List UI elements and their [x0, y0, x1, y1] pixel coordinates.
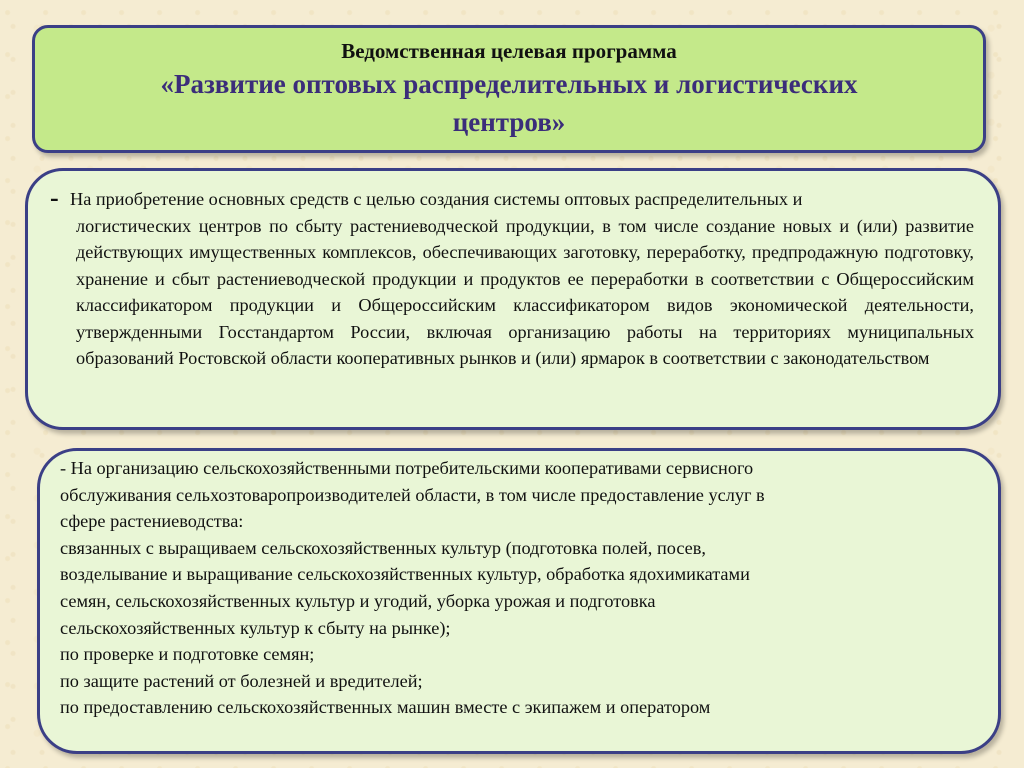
section-cooperative-line: возделывание и выращивание сельскохозяйственных культур, обработка ядохимикатами [60, 564, 750, 585]
section-fixed-assets-first-line: На приобретение основных средств с целью создания системы оптовых распределительных и [70, 189, 803, 209]
section-cooperative-line: - На организацию сельскохозяйственными потребительскими кооперативами сервисного [60, 458, 754, 478]
section-cooperative-services [37, 448, 1001, 754]
program-label: Ведомственная целевая программа [341, 39, 677, 63]
section-fixed-assets-text [70, 186, 974, 372]
bullet-dash: - [50, 183, 59, 212]
section-cooperative-line: обслуживания сельхозтоваропроизводителей области, в том числе предоставление услуг в [60, 484, 765, 505]
section-fixed-assets-rest: логистических центров по сбыту растениеводческой продукции, в том числе создание новых и (или) развитие действующих имущественных комплексов, обеспечивающих заготовку, переработку, предпродажную подготовку, хранение и сбыт растениеводческой продукции и продуктов ее переработки в соответствии с Общероссийским классификатором продукции и Общероссийским классификатором видов экономической деятельности, утвержденными Госстандартом России, включая организацию работы на территориях муниципальных образований Ростовской области кооперативных рынков и (или) ярмарок в соответствии с законодательством [76, 215, 974, 368]
section-fixed-assets [25, 168, 1001, 430]
program-title-line2: центров» [452, 107, 566, 137]
program-title-line1: «Развитие оптовых распределительных и логистических [160, 69, 858, 99]
section-cooperative-line: по защите растений от болезней и вредителей; [60, 670, 423, 691]
section-cooperative-line: по предоставлению сельскохозяйственных машин вместе с экипажем и оператором [60, 697, 711, 718]
section-cooperative-line: семян, сельскохозяйственных культур и угодий, уборка урожая и подготовка [60, 590, 656, 611]
section-cooperative-line: связанных с выращиваем сельскохозяйственных культур (подготовка полей, посев, [60, 537, 706, 558]
section-cooperative-line: сфере растениеводства: [60, 511, 244, 532]
section-cooperative-line: по проверке и подготовке семян; [60, 644, 315, 665]
section-cooperative-line: сельскохозяйственных культур к сбыту на рынке); [60, 617, 451, 638]
title-box [32, 25, 986, 153]
bullet-item [50, 183, 974, 372]
